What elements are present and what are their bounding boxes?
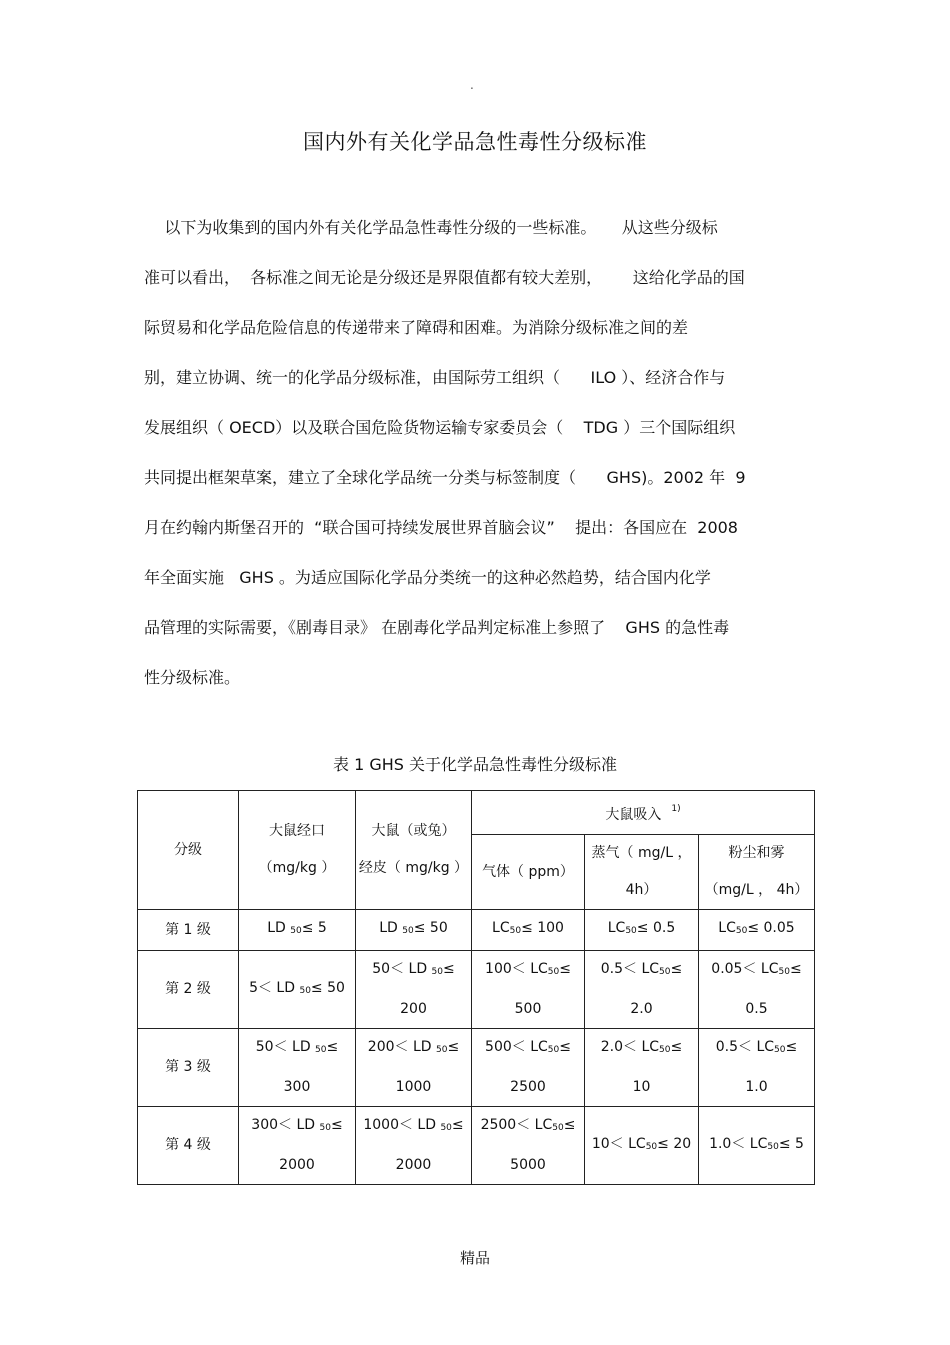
header-gas: 气体（ ppm） xyxy=(472,835,585,910)
intro-line: 以下为收集到的国内外有关化学品急性毒性分级的一些标准。 从这些分级标 xyxy=(144,218,718,237)
oral-cell: 300＜ LD $_{50}$≤ 2000 xyxy=(239,1107,356,1185)
table-row xyxy=(138,1107,815,1185)
intro-line: 性分级标准。 xyxy=(144,668,241,687)
dust-cell: $1.0< LC_{50}\le 5$ xyxy=(699,1107,815,1185)
oral-cell: LD $_{50}$≤ 5 xyxy=(239,910,356,951)
vapour-cell: $LC_{50}\le 0.5$ xyxy=(585,910,699,951)
intro-line: 年全面实施 GHS 。为适应国际化学品分类统一的这种必然趋势，结合国内化学 xyxy=(144,568,711,587)
header-dust: 粉尘和雾 （mg/L ， 4h） xyxy=(699,835,815,910)
table-row xyxy=(138,951,815,1029)
intro-line: 别，建立协调、统一的化学品分级标准，由国际劳工组织（ ILO ）、经济合作与 xyxy=(144,368,726,387)
oral-cell: 5＜ LD $_{50}$≤ 50 xyxy=(239,951,356,1029)
footnote-mark: 1) xyxy=(671,804,681,814)
dermal-cell: 200＜ LD $_{50}$≤ 1000 xyxy=(356,1029,472,1107)
header-mark: . xyxy=(470,78,474,92)
intro-line: 月在约翰内斯堡召开的 “联合国可持续发展世界首脑会议” 提出：各国应在 2008 xyxy=(144,518,738,537)
gas-cell: $2500< LC_{50}\le$ 5000 xyxy=(472,1107,585,1185)
intro-line: 准可以看出， 各标准之间无论是分级还是界限值都有较大差别， 这给化学品的国 xyxy=(144,268,745,287)
dust-cell: $0.05< LC_{50}\le$ 0.5 xyxy=(699,951,815,1029)
dermal-cell: 1000＜ LD $_{50}$≤ 2000 xyxy=(356,1107,472,1185)
grade-cell: 第 2 级 xyxy=(138,951,239,1029)
dermal-cell: LD $_{50}$≤ 50 xyxy=(356,910,472,951)
page-title: 国内外有关化学品急性毒性分级标准 xyxy=(303,130,647,154)
footer-text: 精品 xyxy=(459,1249,490,1267)
dermal-cell: 50＜ LD $_{50}$≤ 200 xyxy=(356,951,472,1029)
grade-cell: 第 3 级 xyxy=(138,1029,239,1107)
gas-cell: $500< LC_{50}\le$ 2500 xyxy=(472,1029,585,1107)
gas-cell: $LC_{50}\le 100$ xyxy=(472,910,585,951)
intro-line: 际贸易和化学品危险信息的传递带来了障碍和困难。为消除分级标准之间的差 xyxy=(144,318,689,337)
header-grade: 分级 xyxy=(138,791,239,910)
intro-line: 共同提出框架草案，建立了全球化学品统一分类与标签制度（ GHS)。2002 年 9 xyxy=(144,468,746,487)
dust-cell: $LC_{50}\le 0.05$ xyxy=(699,910,815,951)
table-row xyxy=(138,1029,815,1107)
intro-paragraph xyxy=(144,203,824,703)
header-dermal: 大鼠（或兔） 经皮（ mg/kg ） xyxy=(356,791,472,910)
oral-cell: 50＜ LD $_{50}$≤ 300 xyxy=(239,1029,356,1107)
header-inhalation: 大鼠吸入 $^{1)}$ xyxy=(472,791,815,835)
table-row xyxy=(138,910,815,951)
header-vapour: 蒸气（ mg/L ， 4h） xyxy=(585,835,699,910)
vapour-cell: $10< LC_{50}\le 20$ xyxy=(585,1107,699,1185)
vapour-cell: $2.0< LC_{50}\le$ 10 xyxy=(585,1029,699,1107)
grade-cell: 第 4 级 xyxy=(138,1107,239,1185)
vapour-cell: $0.5< LC_{50}\le$ 2.0 xyxy=(585,951,699,1029)
header-oral: 大鼠经口 （mg/kg ） xyxy=(239,791,356,910)
table-caption: 表 1 GHS 关于化学品急性毒性分级标准 xyxy=(332,755,618,774)
gas-cell: $100< LC_{50}\le$ 500 xyxy=(472,951,585,1029)
ghs-toxicity-table xyxy=(137,790,815,1185)
table-header-row xyxy=(138,791,815,835)
dust-cell: $0.5< LC_{50}\le$ 1.0 xyxy=(699,1029,815,1107)
grade-cell: 第 1 级 xyxy=(138,910,239,951)
intro-line: 发展组织（ OECD）以及联合国危险货物运输专家委员会（ TDG ）三个国际组织 xyxy=(144,418,736,437)
intro-line: 品管理的实际需要，《剧毒目录》 在剧毒化学品判定标准上参照了 GHS 的急性毒 xyxy=(144,618,730,637)
